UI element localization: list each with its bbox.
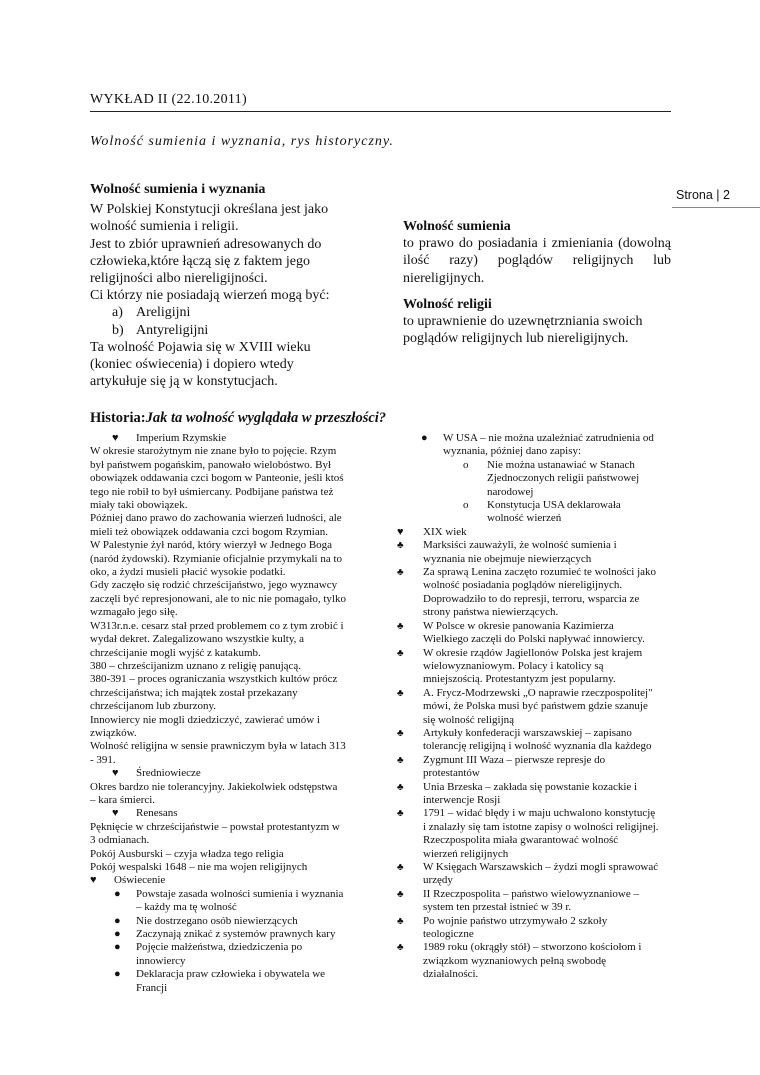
definition-line: (koniec oświecenia) i dopiero wtedy xyxy=(90,357,294,373)
sub-item-line: wolność wierzeń xyxy=(487,512,562,525)
club-item xyxy=(397,687,680,727)
club-line: tolerancję religijną i wolność wyznania dla każdego xyxy=(423,740,652,753)
club-line: system ten przestał istnieć w 39 r. xyxy=(423,901,572,914)
club-line: i znalazły się tam istotne zapisy o wolności religijnej. xyxy=(423,820,659,833)
option-marker: b) xyxy=(112,322,124,338)
club-item xyxy=(397,781,680,808)
list-item-line: Zaczynają znikać z systemów prawnych kary xyxy=(136,928,336,941)
club-line: W Polsce w okresie panowania Kazimierza xyxy=(423,619,614,632)
club-line: interwencje Rosji xyxy=(423,793,501,806)
club-item xyxy=(397,941,680,981)
history-left-column xyxy=(90,432,370,995)
dot-bullet-icon: ● xyxy=(421,432,428,444)
rome-line: W313r.n.e. cesarz stał przed problemem co z tym zrobić i xyxy=(90,619,344,632)
dot-bullet-icon: ● xyxy=(114,941,121,954)
club-line: mówi, że Polska musi być państwem gdzie szanuje xyxy=(423,700,648,713)
club-line: wierzeń religijnych xyxy=(423,847,509,860)
rome-line: Innowiercy nie mogli dziedziczyć, zawierać umów i xyxy=(90,713,320,726)
list-item xyxy=(90,928,370,941)
rome-heading xyxy=(90,432,370,445)
circle-bullet-icon: o xyxy=(463,458,469,471)
heart-bullet-icon: ♥ xyxy=(112,807,119,820)
dot-bullet-icon: ● xyxy=(114,968,121,981)
option-text: Areligijni xyxy=(136,305,191,321)
definition-line: człowieka,które łączą się z faktem jego xyxy=(90,253,310,269)
club-item xyxy=(397,861,680,888)
history-title-question: Jak ta wolność wyglądała w przeszłości? xyxy=(145,410,387,426)
club-bullet-icon: ♣ xyxy=(397,781,404,793)
list-item xyxy=(90,915,370,928)
rome-text xyxy=(90,445,370,767)
sub-item xyxy=(397,459,680,499)
club-line: Unia Brzeska – zakłada się powstanie kozackie i xyxy=(423,780,638,793)
sub-item-line: Nie można ustanawiać w Stanach xyxy=(487,458,635,471)
document-subtitle: Wolność sumienia i wyznania, rys historyczny. xyxy=(90,134,394,149)
rome-line: chrześcijaństwa; ich majątek został przekazany xyxy=(90,686,298,699)
renaissance-heading xyxy=(90,807,370,820)
club-line: 1791 – widać błędy i w maju uchwalono konstytucję xyxy=(423,807,656,820)
club-line: Artykuły konfederacji warszawskiej – zapisano xyxy=(423,726,632,739)
club-line: działalności. xyxy=(423,968,479,981)
club-line: wielowyznaniowym. Polacy i katolicy są xyxy=(423,659,604,672)
rome-heading-text: Imperium Rzymskie xyxy=(136,432,227,444)
club-line: Zygmunt III Waza – pierwsze represje do xyxy=(423,753,606,766)
list-item-line: Deklaracja praw człowieka i obywatela we xyxy=(136,968,326,981)
club-line: strony państwa niewierzących. xyxy=(423,606,559,619)
usa-line: W USA – nie można uzależniać zatrudnienia od xyxy=(443,432,654,444)
conscience-title: Wolność sumienia xyxy=(403,219,511,234)
club-line: A. Frycz-Modrzewski „O naprawie rzeczpospolitej" xyxy=(423,686,653,699)
rome-line: miały taki obowiązek. xyxy=(90,499,188,512)
club-line: związkom wyznaniowych pełną swobodę xyxy=(423,954,606,967)
enlightenment-heading-text: Oświecenie xyxy=(114,874,166,887)
heart-bullet-icon: ♥ xyxy=(112,767,119,780)
definition-line: Jest to zbiór uprawnień adresowanych do xyxy=(90,236,322,252)
club-line: Rzeczpospolita miała gwarantować wolność xyxy=(423,834,619,847)
rome-line: chrześcijanie mogli wyjść z katakumb. xyxy=(90,646,261,659)
club-line: wolność posiadania poglądów niereligijnych. xyxy=(423,579,623,592)
club-line: urzędy xyxy=(423,874,453,887)
middle-ages-line: Okres bardzo nie tolerancyjny. Jakiekolwiek odstępstwa xyxy=(90,780,338,793)
club-bullet-icon: ♣ xyxy=(397,727,404,739)
rome-line: wydał dekret. Zalegalizowano wszystkie kulty, a xyxy=(90,633,305,646)
club-line: 1989 roku (okrągły stół) – stworzono kościołom i xyxy=(423,941,642,954)
club-item xyxy=(397,754,680,781)
option-item xyxy=(112,322,390,339)
freedom-definition-block xyxy=(90,181,390,390)
list-item-line: innowiercy xyxy=(136,954,186,967)
rome-line: tego nie robił to był uśmiercany. Podbijane państwa też xyxy=(90,485,334,498)
rome-line: - 391. xyxy=(90,753,116,766)
history-title-label: Historia: xyxy=(90,410,146,426)
usa-line: wyznania, później dano zapisy: xyxy=(443,445,582,458)
rome-line: zaczęli być represjonowani, ale to nic nie pomagało, tylko xyxy=(90,592,346,605)
dot-bullet-icon: ● xyxy=(114,914,121,927)
list-item-line: Nie dostrzegano osób niewierzących xyxy=(136,914,298,927)
club-item xyxy=(397,566,680,620)
list-item-line: Pojęcie małżeństwa, dziedziczenia po xyxy=(136,941,303,954)
club-bullet-icon: ♣ xyxy=(397,808,404,820)
list-item-line: Francji xyxy=(136,981,168,994)
section-title: Wolność sumienia i wyznania xyxy=(90,182,266,197)
club-item xyxy=(397,620,680,647)
middle-ages-heading-text: Średniowiecze xyxy=(136,767,201,780)
list-item xyxy=(90,941,370,968)
definition-line: Ta wolność Pojawia się w XVIII wieku xyxy=(90,339,311,355)
club-item xyxy=(397,807,680,861)
club-bullet-icon: ♣ xyxy=(397,888,404,900)
heart-bullet-icon: ♥ xyxy=(397,525,404,538)
club-line: mniejszością. Protestantyzm jest popularny. xyxy=(423,673,616,686)
rome-line: Później dano prawo do zachowania wierzeń ludności, ale xyxy=(90,512,342,525)
rome-line: 380 – chrześcijanizm uznano z religię panującą. xyxy=(90,659,302,672)
definition-line: W Polskiej Konstytucji określana jest jako xyxy=(90,202,329,218)
club-line: protestantów xyxy=(423,767,480,780)
renaissance-heading-text: Renesans xyxy=(136,807,178,820)
list-item-line: Powstaje zasada wolności sumienia i wyznania xyxy=(136,887,344,900)
enlightenment-heading xyxy=(90,874,370,887)
rome-line: Wolność religijna w sensie prawniczym była w latach 313 xyxy=(90,740,346,753)
rome-line: Gdy zaczęło się rodzić chrześcijaństwo, jego wyznawcy xyxy=(90,579,338,592)
club-item xyxy=(397,915,680,942)
rome-line: W Palestynie żył naród, który wierzył w Jednego Boga xyxy=(90,539,333,552)
rome-line: (naród żydowski). Rzymianie oficjalnie przymykali na to xyxy=(90,552,343,565)
rome-line: był państwem pogańskim, panowało wielobóstwo. Był xyxy=(90,458,332,471)
club-line: Wielkiego zaczęli do Polski napływać innowiercy. xyxy=(423,633,645,646)
religion-text: to uprawnienie do uzewnętrzniania swoich poglądów religijnych lub niereligijnych. xyxy=(403,314,643,347)
heart-bullet-icon: ♥ xyxy=(112,432,119,444)
rome-line: związków. xyxy=(90,726,137,739)
rome-line: obowiązek oddawania czci bogom w Panteonie, jeśli ktoś xyxy=(90,472,344,485)
circle-bullet-icon: o xyxy=(463,499,469,512)
club-bullet-icon: ♣ xyxy=(397,540,404,552)
club-item xyxy=(397,727,680,754)
option-item xyxy=(112,304,390,321)
dot-bullet-icon: ● xyxy=(114,928,121,941)
club-bullet-icon: ♣ xyxy=(397,942,404,954)
club-bullet-icon: ♣ xyxy=(397,915,404,927)
club-line: Marksiści zauważyli, że wolność sumienia i xyxy=(423,539,617,552)
xix-heading xyxy=(397,526,680,539)
list-item xyxy=(90,888,370,915)
sub-item-line: narodowej xyxy=(487,485,534,498)
rome-line: wzmagało jego siłę. xyxy=(90,606,178,619)
rome-line: W okresie starożytnym nie znane było to pojęcie. Rzym xyxy=(90,445,337,458)
definition-line: religijności albo niereligijności. xyxy=(90,271,268,287)
history-title xyxy=(90,410,386,427)
renaissance-line: Pęknięcie w chrześcijaństwie – powstał protestantyzm w xyxy=(90,820,340,833)
rome-line: oko, a żydzi musieli płacić wysokie podatki. xyxy=(90,566,286,579)
club-bullet-icon: ♣ xyxy=(397,567,404,579)
conscience-text: to prawo do posiadania i zmieniania (dowolną ilość razy) poglądów religijnych lub niereligijnych. xyxy=(403,236,671,286)
rome-line: chrześcijanom lub zburzony. xyxy=(90,700,217,713)
club-item xyxy=(397,888,680,915)
definition-line: artykułuje się ją w konstytucjach. xyxy=(90,374,278,390)
option-list xyxy=(90,304,390,338)
club-bullet-icon: ♣ xyxy=(397,687,404,699)
club-line: Doprowadziło to do represji, terroru, wsparcia ze xyxy=(423,592,640,605)
club-line: Po wojnie państwo utrzymywało 2 szkoły xyxy=(423,914,608,927)
club-bullet-icon: ♣ xyxy=(397,754,404,766)
renaissance-line: 3 odmianach. xyxy=(90,834,150,847)
sub-item-line: Konstytucja USA deklarowała xyxy=(487,499,621,512)
club-item xyxy=(397,647,680,687)
middle-ages-line: – kara śmierci. xyxy=(90,793,156,806)
list-item-line: – każdy ma tę wolność xyxy=(136,901,237,914)
sub-item xyxy=(397,499,680,526)
page-number: Strona | 2 xyxy=(676,188,730,202)
club-line: teologiczne xyxy=(423,928,474,941)
club-line: II Rzeczpospolita – państwo wielowyznaniowe – xyxy=(423,887,639,900)
middle-ages-heading xyxy=(90,767,370,780)
rome-line: mieli też obowiązek oddawania czci bogom Rzymian. xyxy=(90,525,328,538)
definition-line: wolność sumienia i religii. xyxy=(90,219,239,235)
definition-line: Ci którzy nie posiadają wierzeń mogą być: xyxy=(90,288,330,304)
dot-bullet-icon: ● xyxy=(114,887,121,900)
heart-bullet-icon: ♥ xyxy=(90,874,97,887)
history-right-column xyxy=(397,432,680,982)
club-bullet-icon: ♣ xyxy=(397,647,404,659)
list-item xyxy=(90,968,370,995)
option-text: Antyreligijni xyxy=(136,322,209,338)
club-bullet-icon: ♣ xyxy=(397,862,404,873)
xix-heading-text: XIX wiek xyxy=(423,525,467,538)
club-line: się wolność religijną xyxy=(423,713,515,726)
sub-item-line: Zjednoczonych religii państwowej xyxy=(487,472,640,485)
club-line: W Księgach Warszawskich – żydzi mogli sprawować xyxy=(423,861,659,873)
club-bullet-icon: ♣ xyxy=(397,620,404,632)
rome-line: 380-391 – proces ograniczania wszystkich kultów prócz xyxy=(90,673,338,686)
religion-title: Wolność religii xyxy=(403,296,492,312)
club-line: W okresie rządów Jagiellonów Polska jest krajem xyxy=(423,646,643,659)
renaissance-line: Pokój wespalski 1648 – nie ma wojen religijnych xyxy=(90,861,308,873)
page-number-rule xyxy=(672,207,760,208)
usa-item xyxy=(397,432,680,459)
freedom-types-block xyxy=(403,218,671,347)
header-rule xyxy=(90,111,671,112)
club-item xyxy=(397,539,680,566)
renaissance-line: Pokój Ausburski – czyja władza tego religia xyxy=(90,847,284,860)
club-line: wyznania nie obejmuje niewierzących xyxy=(423,552,592,565)
lecture-header: WYKŁAD II (22.10.2011) xyxy=(90,92,247,107)
club-line: Za sprawą Lenina zaczęto rozumieć te wolności jako xyxy=(423,566,657,579)
option-marker: a) xyxy=(112,305,123,321)
